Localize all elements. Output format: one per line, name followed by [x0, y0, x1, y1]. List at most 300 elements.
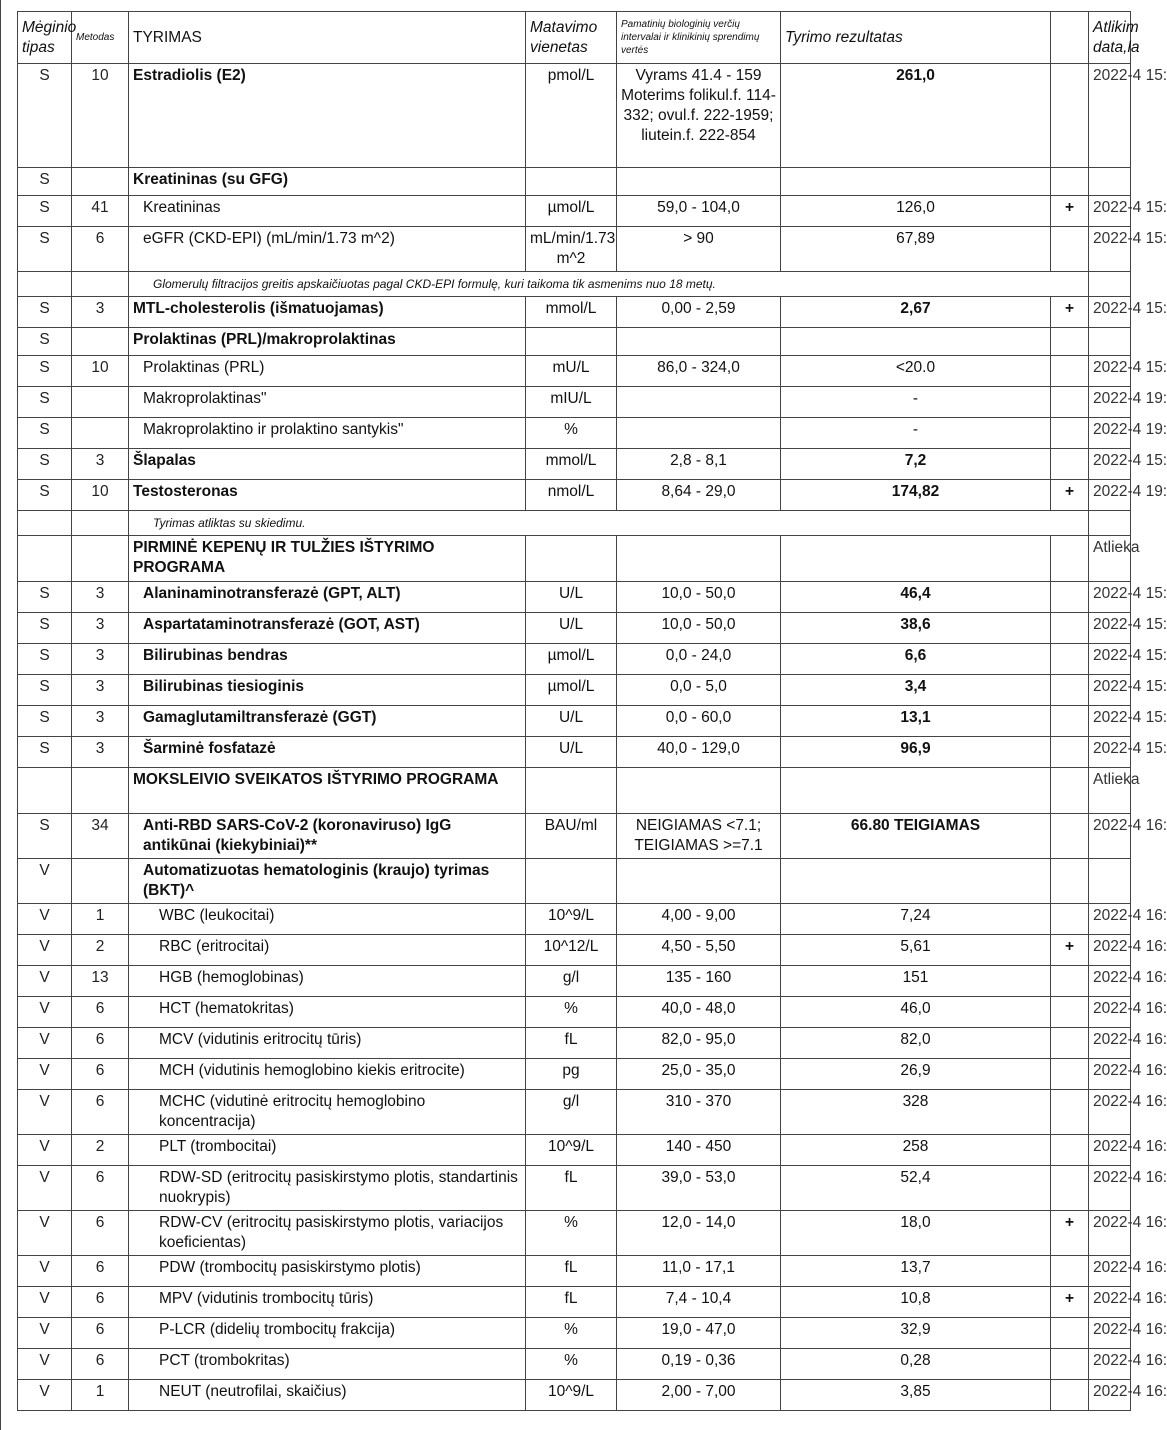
unit-cell: pmol/L [526, 64, 617, 168]
reference-range-cell: NEIGIAMAS <7.1; TEIGIAMAS >=7.1 [617, 814, 781, 859]
reference-range-cell: 140 - 450 [617, 1135, 781, 1166]
abnormal-flag-cell [1051, 1028, 1089, 1059]
abnormal-flag-cell [1051, 1059, 1089, 1090]
reference-range-cell: 10,0 - 50,0 [617, 582, 781, 613]
test-name-cell: RDW-CV (eritrocitų pasiskirstymo plotis, variacijos koeficientas) [129, 1211, 526, 1256]
method-cell: 6 [72, 1349, 129, 1380]
reference-range-cell [617, 859, 781, 904]
performed-date-cell: 2022-4 15: [1089, 706, 1131, 737]
test-name-cell: Prolaktinas (PRL) [129, 356, 526, 387]
method-cell: 6 [72, 1256, 129, 1287]
test-name-cell: MPV (vidutinis trombocitų tūris) [129, 1287, 526, 1318]
abnormal-flag-cell [1051, 737, 1089, 768]
performed-date-cell: 2022-4 16: [1089, 904, 1131, 935]
method-cell: 3 [72, 675, 129, 706]
performed-date-cell: 2022-4 16: [1089, 935, 1131, 966]
method-cell [72, 859, 129, 904]
unit-cell: U/L [526, 737, 617, 768]
reference-range-cell: 59,0 - 104,0 [617, 196, 781, 227]
sample-type-cell: V [18, 1028, 72, 1059]
method-cell: 3 [72, 644, 129, 675]
table-header-row [18, 12, 1131, 64]
result-value-cell: 0,28 [781, 1349, 1051, 1380]
method-cell [72, 387, 129, 418]
sample-type-cell: V [18, 1135, 72, 1166]
performed-date-cell: 2022-4 16: [1089, 1287, 1131, 1318]
unit-cell: 10^9/L [526, 1380, 617, 1411]
performed-date-cell: 2022-4 16: [1089, 1166, 1131, 1211]
note-row [18, 272, 1131, 297]
method-cell: 6 [72, 1318, 129, 1349]
abnormal-flag-cell [1051, 418, 1089, 449]
performed-date-cell: Atlieka [1089, 768, 1131, 814]
performed-date-cell: 2022-4 15: [1089, 64, 1131, 168]
result-row [18, 297, 1131, 328]
note-row [18, 511, 1131, 536]
method-cell: 3 [72, 582, 129, 613]
result-row [18, 706, 1131, 737]
test-name-cell: Testosteronas [129, 480, 526, 511]
result-value-cell [781, 768, 1051, 814]
method-cell: 3 [72, 737, 129, 768]
method-cell: 3 [72, 613, 129, 644]
test-name-cell: eGFR (CKD-EPI) (mL/min/1.73 m^2) [129, 227, 526, 272]
result-row [18, 768, 1131, 814]
sample-type-cell: V [18, 1166, 72, 1211]
test-name-cell: Alaninaminotransferazė (GPT, ALT) [129, 582, 526, 613]
unit-cell [526, 768, 617, 814]
method-cell [72, 768, 129, 814]
sample-type-cell: S [18, 480, 72, 511]
reference-range-cell [617, 168, 781, 196]
result-value-cell: 174,82 [781, 480, 1051, 511]
col-header-result: Tyrimo rezultatas [781, 12, 1051, 64]
method-cell: 6 [72, 227, 129, 272]
reference-range-cell: 25,0 - 35,0 [617, 1059, 781, 1090]
performed-date-cell: 2022-4 19: [1089, 387, 1131, 418]
result-value-cell: 13,1 [781, 706, 1051, 737]
sample-type-cell: V [18, 1380, 72, 1411]
method-cell: 6 [72, 1059, 129, 1090]
note-text: Glomerulų filtracijos greitis apskaičiuotas pagal CKD-EPI formulę, kuri taikoma tik asmenims nuo 18 metų. [129, 272, 1089, 297]
reference-range-cell: 2,00 - 7,00 [617, 1380, 781, 1411]
reference-range-cell: 19,0 - 47,0 [617, 1318, 781, 1349]
test-name-cell: P-LCR (didelių trombocitų frakcija) [129, 1318, 526, 1349]
unit-cell: g/l [526, 966, 617, 997]
unit-cell: mmol/L [526, 449, 617, 480]
reference-range-cell [617, 536, 781, 582]
method-cell [72, 168, 129, 196]
reference-range-cell: 12,0 - 14,0 [617, 1211, 781, 1256]
sample-type-cell: V [18, 1287, 72, 1318]
unit-cell [526, 536, 617, 582]
test-name-cell: PLT (trombocitai) [129, 1135, 526, 1166]
result-row [18, 582, 1131, 613]
result-value-cell: 82,0 [781, 1028, 1051, 1059]
result-row [18, 1318, 1131, 1349]
abnormal-flag-cell [1051, 64, 1089, 168]
result-value-cell: 66.80 TEIGIAMAS [781, 814, 1051, 859]
result-row [18, 935, 1131, 966]
sample-type-cell: V [18, 1318, 72, 1349]
test-name-cell: Kreatininas [129, 196, 526, 227]
result-row [18, 737, 1131, 768]
result-row [18, 1028, 1131, 1059]
test-name-cell: PCT (trombokritas) [129, 1349, 526, 1380]
reference-range-cell [617, 328, 781, 356]
result-value-cell: 3,4 [781, 675, 1051, 706]
test-name-cell: RBC (eritrocitai) [129, 935, 526, 966]
result-value-cell: 38,6 [781, 613, 1051, 644]
reference-range-cell: 40,0 - 48,0 [617, 997, 781, 1028]
abnormal-flag-cell [1051, 387, 1089, 418]
result-value-cell: 10,8 [781, 1287, 1051, 1318]
result-row [18, 1380, 1131, 1411]
result-row [18, 644, 1131, 675]
col-header-reference: Pamatinių biologinių verčių intervalai ir klinikinių sprendimų vertės [617, 12, 781, 64]
reference-range-cell: 40,0 - 129,0 [617, 737, 781, 768]
result-row [18, 1349, 1131, 1380]
result-row [18, 1059, 1131, 1090]
unit-cell: fL [526, 1256, 617, 1287]
unit-cell: % [526, 1211, 617, 1256]
test-name-cell: MCHC (vidutinė eritrocitų hemoglobino koncentracija) [129, 1090, 526, 1135]
unit-cell [526, 168, 617, 196]
test-name-cell: NEUT (neutrofilai, skaičius) [129, 1380, 526, 1411]
test-name-cell: Kreatininas (su GFG) [129, 168, 526, 196]
sample-type-cell: V [18, 1059, 72, 1090]
result-row [18, 814, 1131, 859]
page-left-edge [0, 0, 1, 1430]
performed-date-cell: 2022-4 16: [1089, 814, 1131, 859]
performed-date-cell: 2022-4 16: [1089, 1090, 1131, 1135]
reference-range-cell: 10,0 - 50,0 [617, 613, 781, 644]
sample-type-cell: V [18, 935, 72, 966]
abnormal-flag-cell [1051, 706, 1089, 737]
method-cell: 6 [72, 1287, 129, 1318]
abnormal-flag-cell [1051, 1318, 1089, 1349]
abnormal-flag-cell [1051, 904, 1089, 935]
sample-type-cell: V [18, 859, 72, 904]
method-cell: 10 [72, 356, 129, 387]
result-value-cell: 328 [781, 1090, 1051, 1135]
unit-cell: µmol/L [526, 675, 617, 706]
unit-cell: % [526, 1349, 617, 1380]
result-row [18, 675, 1131, 706]
performed-date-cell: 2022-4 15: [1089, 227, 1131, 272]
result-row [18, 904, 1131, 935]
test-name-cell: Šlapalas [129, 449, 526, 480]
method-cell: 6 [72, 997, 129, 1028]
test-name-cell: HGB (hemoglobinas) [129, 966, 526, 997]
sample-type-cell: S [18, 328, 72, 356]
abnormal-flag-cell [1051, 449, 1089, 480]
reference-range-cell: 4,50 - 5,50 [617, 935, 781, 966]
unit-cell: g/l [526, 1090, 617, 1135]
sample-type-cell: S [18, 675, 72, 706]
unit-cell: µmol/L [526, 196, 617, 227]
result-value-cell: 261,0 [781, 64, 1051, 168]
abnormal-flag-cell: + [1051, 1211, 1089, 1256]
abnormal-flag-cell [1051, 1090, 1089, 1135]
test-name-cell: MOKSLEIVIO SVEIKATOS IŠTYRIMO PROGRAMA [129, 768, 526, 814]
abnormal-flag-cell [1051, 966, 1089, 997]
test-name-cell: WBC (leukocitai) [129, 904, 526, 935]
unit-cell: 10^9/L [526, 904, 617, 935]
reference-range-cell [617, 418, 781, 449]
abnormal-flag-cell [1051, 814, 1089, 859]
test-name-cell: Šarminė fosfatazė [129, 737, 526, 768]
performed-date-cell: 2022-4 16: [1089, 966, 1131, 997]
result-row [18, 64, 1131, 168]
unit-cell: mU/L [526, 356, 617, 387]
result-row [18, 1287, 1131, 1318]
reference-range-cell: 4,00 - 9,00 [617, 904, 781, 935]
abnormal-flag-cell: + [1051, 196, 1089, 227]
result-value-cell: 96,9 [781, 737, 1051, 768]
performed-date-cell: 2022-4 19: [1089, 418, 1131, 449]
note-blank-cell [18, 272, 72, 297]
unit-cell [526, 859, 617, 904]
sample-type-cell: S [18, 814, 72, 859]
result-value-cell: <20.0 [781, 356, 1051, 387]
abnormal-flag-cell [1051, 675, 1089, 706]
unit-cell: mL/min/1.73 m^2 [526, 227, 617, 272]
abnormal-flag-cell [1051, 536, 1089, 582]
reference-range-cell: 135 - 160 [617, 966, 781, 997]
abnormal-flag-cell [1051, 1380, 1089, 1411]
sample-type-cell [18, 768, 72, 814]
sample-type-cell [18, 536, 72, 582]
result-value-cell: 258 [781, 1135, 1051, 1166]
result-value-cell: 3,85 [781, 1380, 1051, 1411]
abnormal-flag-cell [1051, 168, 1089, 196]
sample-type-cell: S [18, 613, 72, 644]
sample-type-cell: S [18, 387, 72, 418]
abnormal-flag-cell [1051, 644, 1089, 675]
result-row [18, 966, 1131, 997]
unit-cell: % [526, 997, 617, 1028]
sample-type-cell: S [18, 706, 72, 737]
result-value-cell: 18,0 [781, 1211, 1051, 1256]
performed-date-cell: 2022-4 15: [1089, 297, 1131, 328]
method-cell: 2 [72, 1135, 129, 1166]
sample-type-cell: S [18, 582, 72, 613]
method-cell: 13 [72, 966, 129, 997]
note-blank-cell [1089, 272, 1131, 297]
note-blank-cell [72, 272, 129, 297]
result-row [18, 613, 1131, 644]
method-cell: 3 [72, 706, 129, 737]
performed-date-cell: 2022-4 16: [1089, 1256, 1131, 1287]
method-cell: 6 [72, 1211, 129, 1256]
test-name-cell: MCV (vidutinis eritrocitų tūris) [129, 1028, 526, 1059]
sample-type-cell: S [18, 418, 72, 449]
unit-cell: mIU/L [526, 387, 617, 418]
unit-cell: µmol/L [526, 644, 617, 675]
result-row [18, 1166, 1131, 1211]
reference-range-cell: 11,0 - 17,1 [617, 1256, 781, 1287]
performed-date-cell [1089, 168, 1131, 196]
result-row [18, 480, 1131, 511]
performed-date-cell [1089, 859, 1131, 904]
abnormal-flag-cell: + [1051, 297, 1089, 328]
unit-cell: fL [526, 1287, 617, 1318]
unit-cell: % [526, 418, 617, 449]
sample-type-cell: S [18, 196, 72, 227]
reference-range-cell: 0,0 - 60,0 [617, 706, 781, 737]
unit-cell: U/L [526, 706, 617, 737]
reference-range-cell: 39,0 - 53,0 [617, 1166, 781, 1211]
result-value-cell: 46,4 [781, 582, 1051, 613]
performed-date-cell: 2022-4 15: [1089, 356, 1131, 387]
reference-range-cell: > 90 [617, 227, 781, 272]
result-value-cell: 67,89 [781, 227, 1051, 272]
method-cell: 2 [72, 935, 129, 966]
result-row [18, 1135, 1131, 1166]
method-cell: 6 [72, 1166, 129, 1211]
sample-type-cell: V [18, 1211, 72, 1256]
reference-range-cell [617, 387, 781, 418]
abnormal-flag-cell [1051, 997, 1089, 1028]
sample-type-cell: S [18, 64, 72, 168]
performed-date-cell: 2022-4 16: [1089, 997, 1131, 1028]
method-cell [72, 418, 129, 449]
abnormal-flag-cell: + [1051, 1287, 1089, 1318]
result-row [18, 1090, 1131, 1135]
performed-date-cell: 2022-4 15: [1089, 644, 1131, 675]
result-value-cell: 2,67 [781, 297, 1051, 328]
unit-cell: % [526, 1318, 617, 1349]
result-row [18, 859, 1131, 904]
abnormal-flag-cell [1051, 582, 1089, 613]
test-name-cell: Makroprolaktino ir prolaktino santykis" [129, 418, 526, 449]
test-name-cell: HCT (hematokritas) [129, 997, 526, 1028]
reference-range-cell: 2,8 - 8,1 [617, 449, 781, 480]
col-header-test: TYRIMAS [129, 12, 526, 64]
unit-cell: BAU/ml [526, 814, 617, 859]
performed-date-cell: 2022-4 16: [1089, 1135, 1131, 1166]
note-text: Tyrimas atliktas su skiedimu. [129, 511, 1089, 536]
result-value-cell: - [781, 418, 1051, 449]
result-row [18, 387, 1131, 418]
sample-type-cell: S [18, 356, 72, 387]
result-row [18, 997, 1131, 1028]
test-name-cell: Gamaglutamiltransferazė (GGT) [129, 706, 526, 737]
reference-range-cell: 0,00 - 2,59 [617, 297, 781, 328]
test-name-cell: Prolaktinas (PRL)/makroprolaktinas [129, 328, 526, 356]
performed-date-cell: 2022-4 15: [1089, 449, 1131, 480]
result-row [18, 196, 1131, 227]
performed-date-cell: 2022-4 16: [1089, 1318, 1131, 1349]
result-row [18, 1211, 1131, 1256]
method-cell: 6 [72, 1090, 129, 1135]
sample-type-cell: S [18, 297, 72, 328]
performed-date-cell: 2022-4 16: [1089, 1349, 1131, 1380]
abnormal-flag-cell [1051, 227, 1089, 272]
method-cell [72, 328, 129, 356]
reference-range-cell: 86,0 - 324,0 [617, 356, 781, 387]
test-name-cell: Bilirubinas bendras [129, 644, 526, 675]
performed-date-cell: 2022-4 15: [1089, 737, 1131, 768]
result-value-cell: 5,61 [781, 935, 1051, 966]
reference-range-cell: 7,4 - 10,4 [617, 1287, 781, 1318]
result-value-cell: 126,0 [781, 196, 1051, 227]
note-blank-cell [1089, 511, 1131, 536]
method-cell: 3 [72, 449, 129, 480]
result-value-cell [781, 328, 1051, 356]
result-row [18, 449, 1131, 480]
sample-type-cell: V [18, 904, 72, 935]
reference-range-cell: 310 - 370 [617, 1090, 781, 1135]
unit-cell: 10^12/L [526, 935, 617, 966]
sample-type-cell: S [18, 449, 72, 480]
method-cell: 1 [72, 1380, 129, 1411]
sample-type-cell: V [18, 1256, 72, 1287]
reference-range-cell: 8,64 - 29,0 [617, 480, 781, 511]
result-value-cell: 52,4 [781, 1166, 1051, 1211]
reference-range-cell: 82,0 - 95,0 [617, 1028, 781, 1059]
result-value-cell: 26,9 [781, 1059, 1051, 1090]
abnormal-flag-cell [1051, 1349, 1089, 1380]
test-name-cell: RDW-SD (eritrocitų pasiskirstymo plotis, standartinis nuokrypis) [129, 1166, 526, 1211]
note-blank-cell [72, 511, 129, 536]
result-value-cell [781, 536, 1051, 582]
reference-range-cell: Vyrams 41.4 - 159 Moterims folikul.f. 114-332; ovul.f. 222-1959; liutein.f. 222-854 [617, 64, 781, 168]
result-value-cell: 6,6 [781, 644, 1051, 675]
test-name-cell: Anti-RBD SARS-CoV-2 (koronaviruso) IgG antikūnai (kiekybiniai)** [129, 814, 526, 859]
abnormal-flag-cell [1051, 859, 1089, 904]
sample-type-cell: V [18, 1090, 72, 1135]
performed-date-cell: 2022-4 15: [1089, 675, 1131, 706]
abnormal-flag-cell [1051, 613, 1089, 644]
result-row [18, 1256, 1131, 1287]
test-name-cell: Aspartataminotransferazė (GOT, AST) [129, 613, 526, 644]
result-row [18, 536, 1131, 582]
unit-cell: U/L [526, 613, 617, 644]
method-cell: 1 [72, 904, 129, 935]
abnormal-flag-cell [1051, 356, 1089, 387]
test-name-cell: Automatizuotas hematologinis (kraujo) tyrimas (BKT)^ [129, 859, 526, 904]
test-name-cell: MTL-cholesterolis (išmatuojamas) [129, 297, 526, 328]
performed-date-cell: 2022-4 15: [1089, 582, 1131, 613]
result-value-cell: - [781, 387, 1051, 418]
result-row [18, 356, 1131, 387]
result-value-cell: 7,24 [781, 904, 1051, 935]
result-value-cell [781, 168, 1051, 196]
abnormal-flag-cell [1051, 1256, 1089, 1287]
performed-date-cell: 2022-4 16: [1089, 1211, 1131, 1256]
test-name-cell: Estradiolis (E2) [129, 64, 526, 168]
result-row [18, 328, 1131, 356]
test-name-cell: PDW (trombocitų pasiskirstymo plotis) [129, 1256, 526, 1287]
abnormal-flag-cell: + [1051, 935, 1089, 966]
col-header-flag [1051, 12, 1089, 64]
sample-type-cell: V [18, 997, 72, 1028]
test-name-cell: MCH (vidutinis hemoglobino kiekis eritrocite) [129, 1059, 526, 1090]
performed-date-cell: 2022-4 19: [1089, 480, 1131, 511]
method-cell [72, 536, 129, 582]
method-cell: 6 [72, 1028, 129, 1059]
abnormal-flag-cell [1051, 328, 1089, 356]
unit-cell: pg [526, 1059, 617, 1090]
performed-date-cell: 2022-4 15: [1089, 613, 1131, 644]
col-header-method: Metodas [72, 12, 129, 64]
sample-type-cell: S [18, 644, 72, 675]
result-value-cell: 46,0 [781, 997, 1051, 1028]
reference-range-cell: 0,0 - 5,0 [617, 675, 781, 706]
unit-cell: 10^9/L [526, 1135, 617, 1166]
